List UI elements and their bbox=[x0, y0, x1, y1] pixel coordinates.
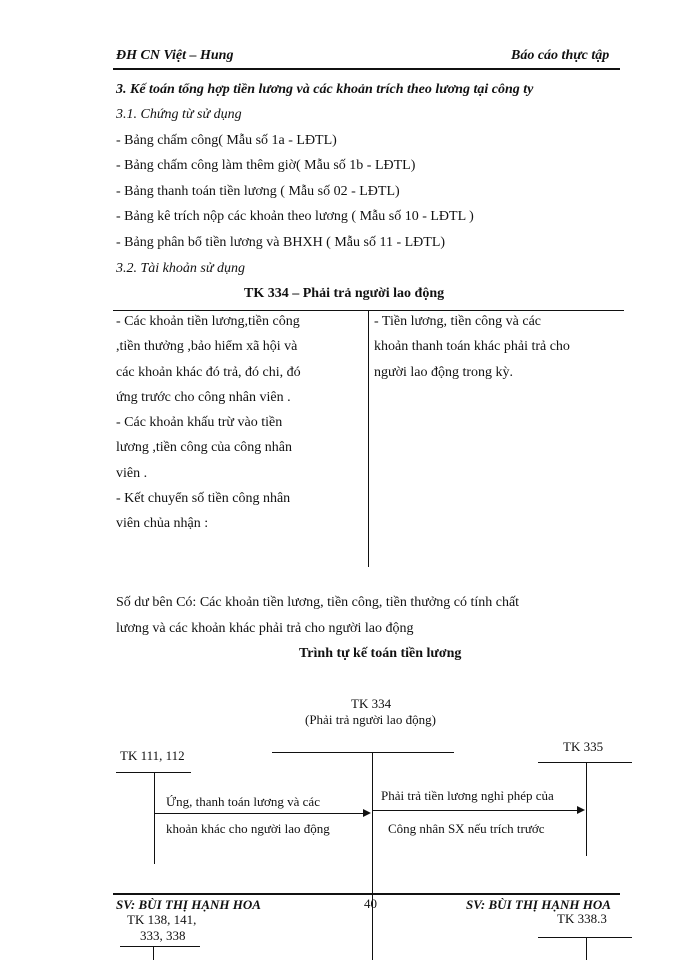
left-account-2-label-1: TK 138, 141, bbox=[127, 912, 197, 927]
t-account-title: TK 334 – Phải trả người lao động bbox=[244, 286, 445, 301]
t-account-debit-line: - Các khoản khấu trừ vào tiền bbox=[116, 415, 283, 430]
list-item: - Bảng chấm công làm thêm giờ( Mẫu số 1b - LĐTL) bbox=[116, 158, 416, 173]
header-rule bbox=[113, 68, 620, 70]
t-account-debit-line: lương ,tiền công của công nhân bbox=[116, 440, 292, 455]
header-left: ĐH CN Việt – Hung bbox=[116, 48, 234, 63]
subsection-1-title: 3.1. Chứng từ sử dụng bbox=[116, 107, 242, 122]
t-account-debit-line: - Kết chuyển số tiền công nhân bbox=[116, 491, 291, 506]
t-account-divider bbox=[368, 310, 369, 567]
center-account-top-line bbox=[272, 752, 454, 753]
t-account-credit-line: - Tiền lương, tiền công và các bbox=[374, 314, 542, 329]
balance-line-1: Số dư bên Có: Các khoản tiền lương, tiền công, tiền thưởng có tính chất bbox=[116, 595, 520, 610]
flow-left-arrow-line bbox=[154, 813, 364, 814]
right-account-stem bbox=[586, 762, 587, 856]
right-account-2-label: TK 338.3 bbox=[557, 911, 607, 926]
flow-right-text-2: Công nhân SX nếu trích trước bbox=[388, 821, 545, 836]
footer-right: SV: BÙI THỊ HẠNH HOA bbox=[466, 897, 611, 912]
t-account-debit-line: - Các khoản tiền lương,tiền công bbox=[116, 314, 300, 329]
footer-page-number: 40 bbox=[364, 896, 377, 911]
left-account-label: TK 111, 112 bbox=[120, 748, 185, 763]
left-account-2-label-2: 333, 338 bbox=[140, 928, 186, 943]
t-account-credit-line: khoản thanh toán khác phải trả cho bbox=[374, 339, 570, 354]
footer-rule bbox=[113, 893, 620, 895]
flow-right-arrow-line bbox=[372, 810, 578, 811]
center-account-label: TK 334 bbox=[351, 696, 392, 711]
right-account-top-line bbox=[538, 762, 632, 763]
left-account-2-stem bbox=[153, 946, 154, 960]
flow-left-text-2: khoản khác cho người lao động bbox=[166, 821, 330, 836]
flow-left-text-1: Ứng, thanh toán lương và các bbox=[166, 794, 320, 809]
subsection-2-title: 3.2. Tài khoản sử dụng bbox=[116, 261, 245, 276]
footer-left: SV: BÙI THỊ HẠNH HOA bbox=[116, 897, 261, 912]
list-item: - Bảng kê trích nộp các khoản theo lương ( Mẫu số 10 - LĐTL ) bbox=[116, 209, 474, 224]
right-account-2-stem bbox=[586, 937, 587, 960]
t-account-debit-line: viên . bbox=[116, 466, 148, 481]
center-account-name: (Phải trả người lao động) bbox=[305, 712, 436, 727]
center-account-stem bbox=[372, 752, 373, 960]
t-account-debit-line: ứng trước cho công nhân viên . bbox=[116, 390, 291, 405]
right-account-2-top-line bbox=[538, 937, 632, 938]
list-item: - Bảng thanh toán tiền lương ( Mẫu số 02 - LĐTL) bbox=[116, 184, 400, 199]
t-account-debit-line: viên chủa nhận : bbox=[116, 516, 209, 531]
header-right: Báo cáo thực tập bbox=[511, 48, 610, 63]
diagram-title: Trình tự kế toán tiền lương bbox=[299, 646, 462, 661]
section-title: 3. Kế toán tổng hợp tiền lương và các khoản trích theo lương tại công ty bbox=[116, 82, 534, 97]
balance-line-2: lương và các khoản khác phải trả cho người lao động bbox=[116, 621, 414, 636]
right-account-label: TK 335 bbox=[563, 739, 604, 754]
left-account-stem bbox=[154, 772, 155, 864]
list-item: - Bảng phân bổ tiền lương và BHXH ( Mẫu số 11 - LĐTL) bbox=[116, 235, 446, 250]
t-account-debit-line: ,tiền thưởng ,bảo hiểm xã hội và bbox=[116, 339, 298, 354]
t-account-credit-line: người lao động trong kỳ. bbox=[374, 365, 514, 380]
arrow-right-icon bbox=[577, 806, 585, 814]
t-account-debit-line: các khoản khác đó trả, đó chi, đó bbox=[116, 365, 301, 380]
left-account-2-top-line bbox=[120, 946, 200, 947]
arrow-right-icon bbox=[363, 809, 371, 817]
flow-right-text-1: Phải trả tiền lương nghỉ phép của bbox=[381, 788, 554, 803]
list-item: - Bảng chấm công( Mẫu số 1a - LĐTL) bbox=[116, 133, 337, 148]
